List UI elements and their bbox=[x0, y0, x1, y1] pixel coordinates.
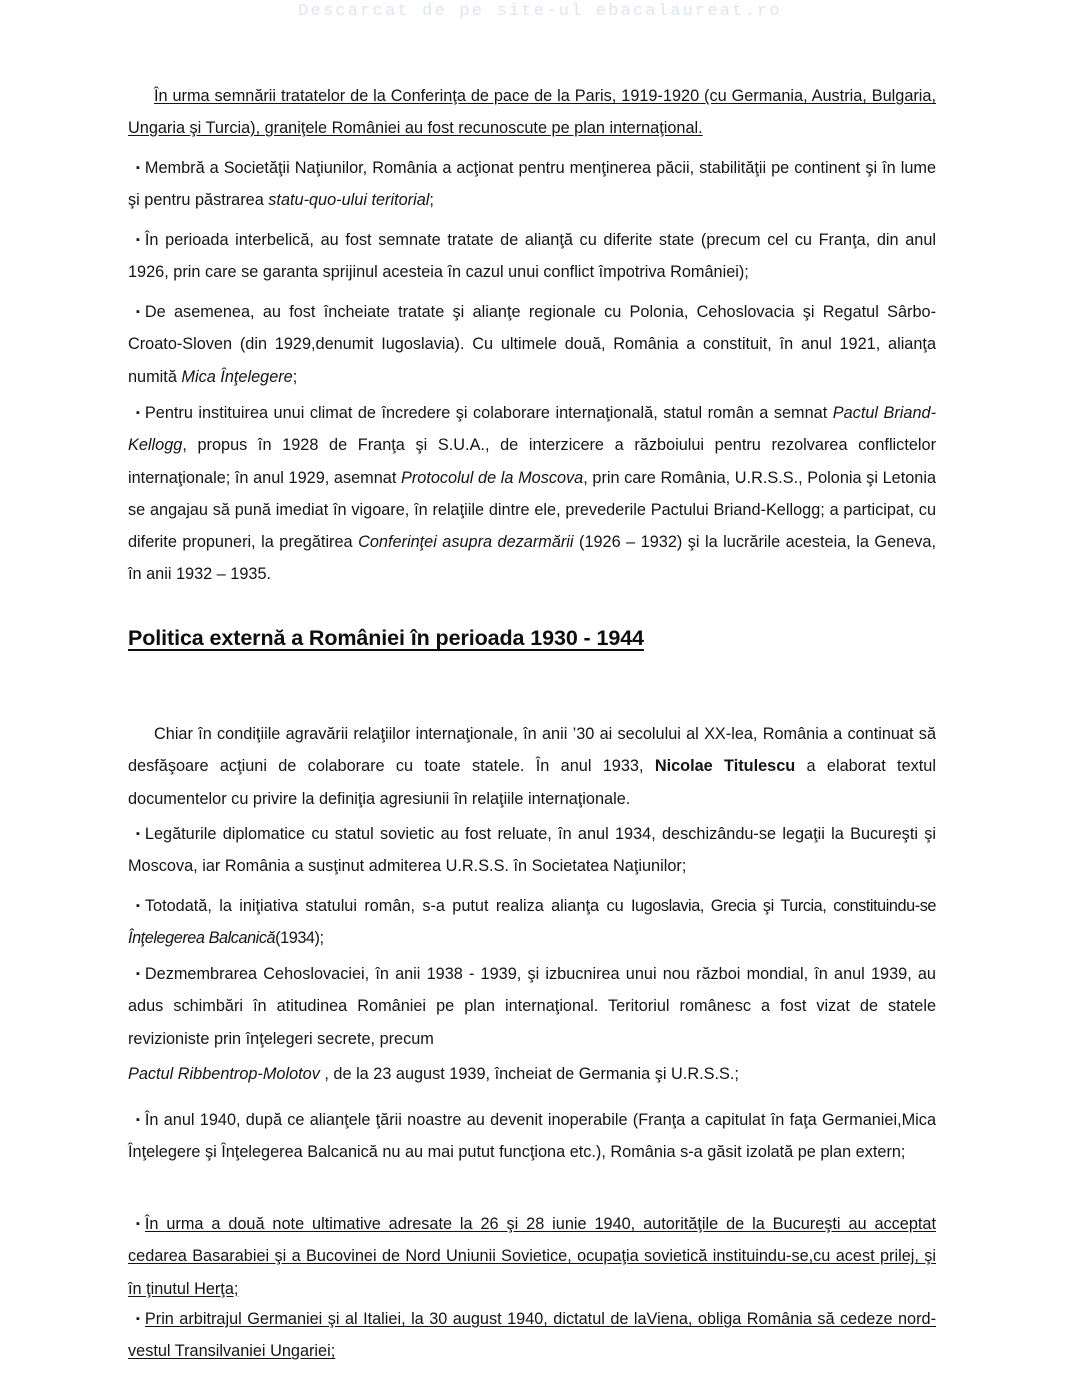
paragraph-block-10 bbox=[128, 1058, 936, 1090]
paragraph-block-1 bbox=[128, 80, 936, 145]
square-bullet-icon: ▪ bbox=[136, 1218, 140, 1230]
paragraph-4-text-a: De asemenea, au fost încheiate tratate şi alianţe regionale cu Polonia, Cehoslovacia şi Regatul Sârbo-Croato-Sloven (din 1929,denumit Iugoslavia). Cu ultimele două, România a constituit, în anul 1921, alianţa numită bbox=[128, 303, 936, 386]
paragraph-block-9 bbox=[128, 958, 936, 1055]
square-bullet-icon: ▪ bbox=[136, 1114, 140, 1126]
paragraph-ribbentrop-molotov bbox=[128, 1058, 936, 1090]
paragraph-10-italic: Pactul Ribbentrop-Molotov bbox=[128, 1065, 320, 1083]
bullet-paragraph-note-ultimative bbox=[128, 1208, 936, 1305]
paragraph-3-text: În perioada interbelică, au fost semnate tratate de alianţă cu diferite state (precum cel cu Franţa, din anul 1926, prin care se garanta sprijinul acesteia în cazul unui conflict împotriva României); bbox=[128, 231, 936, 282]
bullet-paragraph-izolare-1940 bbox=[128, 1104, 936, 1169]
square-bullet-icon: ▪ bbox=[136, 234, 140, 246]
square-bullet-icon: ▪ bbox=[136, 900, 140, 912]
paragraph-12-text: În urma a două note ultimative adresate la 26 şi 28 iunie 1940, autorităţile de la Bucureşti au acceptat cedarea Basarabiei şi a Bucovinei de Nord Uniunii Sovietice, ocupaţia sovietică instituindu-se,cu acest prilej, şi în ţinutul Herţa; bbox=[128, 1215, 936, 1298]
paragraph-6-text-b: a elaborat textul documentelor cu privire la definiţia agresiunii în relaţiile internaţionale. bbox=[128, 757, 936, 808]
square-bullet-icon: ▪ bbox=[136, 968, 140, 980]
paragraph-block-7 bbox=[128, 818, 936, 883]
paragraph-block-12 bbox=[128, 1208, 936, 1305]
paragraph-block-6 bbox=[128, 718, 936, 815]
bullet-paragraph-pactul-briand-kellogg bbox=[128, 397, 936, 591]
paragraph-intro-text: În urma semnării tratatelor de la Conferinţa de pace de la Paris, 1919-1920 (cu Germania, Austria, Bulgaria, Ungaria şi Turcia), graniţele României au fost recunoscute pe plan internaţional. bbox=[128, 87, 936, 138]
paragraph-5-text-b: , propus în 1928 de Franţa şi S.U.A., de interzicere a războiului pentru rezolvarea conflictelor internaţionale; în anul 1929, asemnat bbox=[128, 436, 936, 487]
paragraph-8-italic: Înţelegerea Balcanică bbox=[128, 929, 276, 948]
paragraph-5-italic-1: Pactul Briand-Kellogg bbox=[128, 404, 937, 455]
paragraph-8-condensed: Iugoslavia, Grecia şi Turcia, constituindu- bbox=[630, 897, 920, 915]
bullet-paragraph-dictatul-viena bbox=[128, 1303, 936, 1368]
paragraph-4-italic: Mica Înţelegere bbox=[181, 367, 293, 386]
paragraph-8-text-a: Totodată, la iniţiativa statului român, s-a putut realiza alianţa cu bbox=[144, 897, 631, 915]
bullet-paragraph-intelegerea-balcanica bbox=[128, 890, 936, 955]
paragraph-6-text-a: Chiar în condiţiile agravării relaţiilor internaţionale, în anii ’30 ai secolului al XX-lea, România a continuat să desfăşoare acţiuni de colaborare cu toate statele. În anul 1933, bbox=[128, 725, 936, 776]
bullet-paragraph-societatea-natiunilor bbox=[128, 152, 936, 217]
paragraph-titulescu bbox=[128, 718, 936, 815]
paragraph-block-2 bbox=[128, 152, 936, 217]
paragraph-6-bold-name: Nicolae Titulescu bbox=[654, 757, 796, 776]
paragraph-10-text: , de la 23 august 1939, încheiat de Germania şi U.R.S.S.; bbox=[319, 1065, 739, 1083]
bullet-paragraph-dezmembrarea-cehoslovaciei bbox=[128, 958, 936, 1055]
paragraph-7-text: Legăturile diplomatice cu statul sovietic au fost reluate, în anul 1934, deschizându-se legaţii la Bucureşti şi Moscova, iar România a susţinut admiterea U.R.S.S. în Societatea Naţiunilor; bbox=[128, 825, 936, 876]
paragraph-2-text-a: Membră a Societăţii Naţiunilor, România a acţionat pentru menţinerea păcii, stabilităţii pe continent şi în lume şi pentru păstrarea bbox=[128, 159, 936, 210]
bullet-paragraph-perioada-interbelica bbox=[128, 224, 936, 289]
paragraph-5-text-a: Pentru instituirea unui climat de încredere şi colaborare internaţională, statul român a semnat bbox=[144, 404, 833, 422]
paragraph-11-text: În anul 1940, după ce alianţele ţării noastre au devenit inoperabile (Franţa a capitulat în faţa Germaniei,Mica Înţelegere şi Înţelegerea Balcanică nu au mai putut funcţiona etc.), România s-a găsit izolată pe plan extern; bbox=[128, 1111, 936, 1162]
bullet-paragraph-mica-intelegere bbox=[128, 296, 936, 393]
square-bullet-icon: ▪ bbox=[136, 306, 140, 318]
paragraph-2-italic: statu-quo-ului teritorial bbox=[268, 191, 430, 210]
paragraph-intro bbox=[128, 80, 936, 145]
paragraph-9-text: Dezmembrarea Cehoslovaciei, în anii 1938 - 1939, şi izbucnirea unui nou război mondial, în anul 1939, au adus schimbări în atitudinea României pe plan internaţional. Teritoriul românesc a fost vizat de statele revizioniste prin înţelegeri secrete, precum bbox=[128, 965, 936, 1048]
square-bullet-icon: ▪ bbox=[136, 162, 140, 174]
paragraph-13-text: Prin arbitrajul Germaniei şi al Italiei, la 30 august 1940, dictatul de laViena, obliga România să cedeze nord-vestul Transilvaniei Ungariei; bbox=[128, 1310, 936, 1361]
paragraph-2-text-b: ; bbox=[429, 191, 434, 210]
paragraph-block-8 bbox=[128, 890, 936, 955]
paragraph-8-text-b: se bbox=[919, 897, 937, 915]
paragraph-5-text-c: , prin care România, U.R.S.S., Polonia şi Letonia se angajau să pună imediat în vigoare, în relaţiile dintre ele, prevederile Pactului Briand-Kellogg; a participat, cu diferite propuneri, la pregătirea bbox=[128, 468, 937, 552]
paragraph-5-italic-3: Conferinţei asupra dezarmării bbox=[358, 533, 574, 552]
bullet-paragraph-legaturi-diplomatice bbox=[128, 818, 936, 883]
paragraph-block-13 bbox=[128, 1303, 936, 1368]
square-bullet-icon: ▪ bbox=[136, 828, 140, 840]
paragraph-block-4 bbox=[128, 296, 936, 393]
paragraph-block-11 bbox=[128, 1104, 936, 1169]
section-heading-block bbox=[128, 622, 936, 654]
paragraph-8-text-c: (1934); bbox=[275, 929, 324, 948]
site-watermark: Descarcat de pe site-ul ebacalaureat.ro bbox=[298, 2, 782, 21]
paragraph-5-italic-2: Protocolul de la Moscova bbox=[401, 468, 584, 487]
paragraph-5-text-d: (1926 – 1932) şi la lucrările acesteia, la Geneva, în anii 1932 – 1935. bbox=[128, 533, 936, 584]
paragraph-block-3 bbox=[128, 224, 936, 289]
paragraph-4-text-b: ; bbox=[292, 367, 298, 386]
paragraph-block-5 bbox=[128, 397, 936, 591]
section-heading: Politica externă a României în perioada 1930 - 1944 bbox=[128, 626, 644, 650]
square-bullet-icon: ▪ bbox=[136, 407, 140, 419]
square-bullet-icon: ▪ bbox=[136, 1313, 140, 1325]
